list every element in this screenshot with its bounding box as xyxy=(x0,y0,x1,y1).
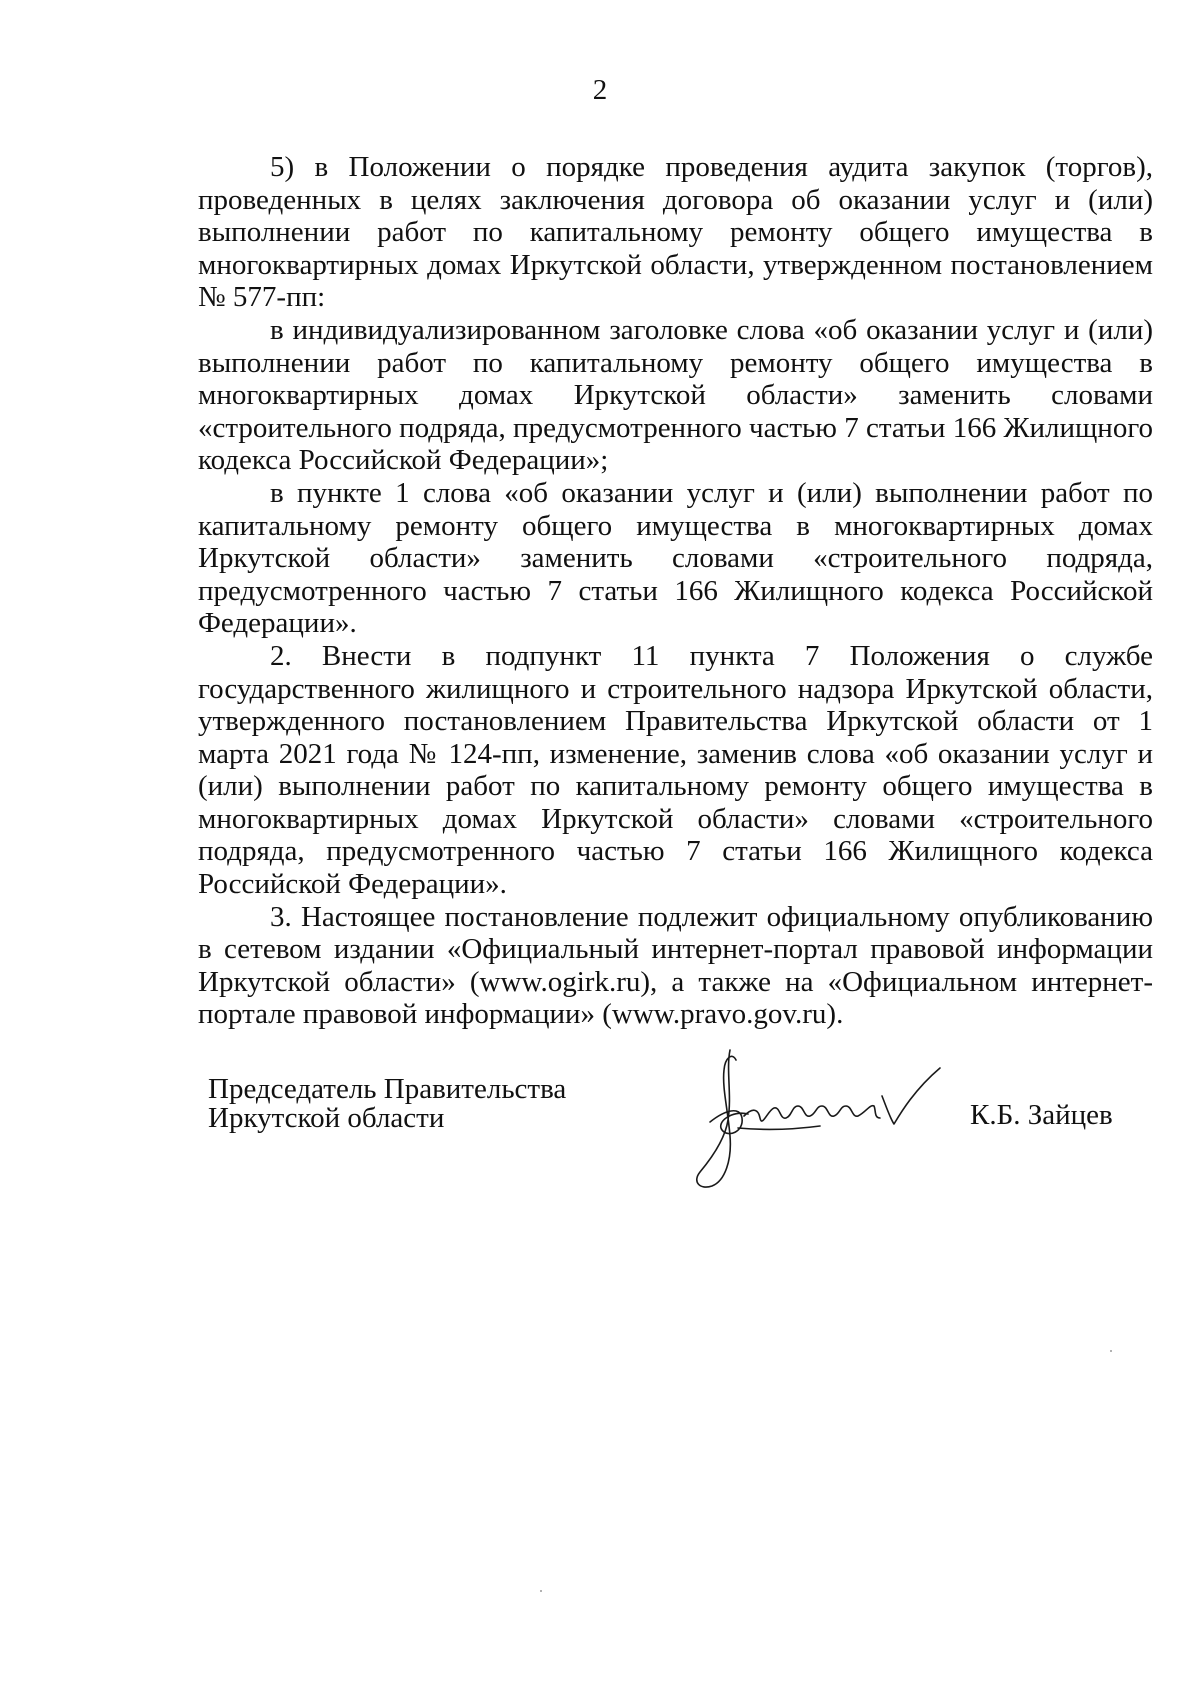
handwritten-signature xyxy=(670,1040,970,1195)
paragraph-item-5: 5) в Положении о порядке проведения аудита закупок (торгов), проведенных в целях заключения договора об оказании услуг и (или) выполнении работ по капитальному ремонту общего имущества в многоквартирных домах Иркутской области, утвержденном постановлением № 577-пп: xyxy=(198,151,1153,314)
signer-title-line2: Иркутской области xyxy=(208,1102,445,1134)
paragraph-section-3: 3. Настоящее постановление подлежит официальному опубликованию в сетевом издании «Официальный интернет-портал правовой информации Иркутской области» (www.ogirk.ru), а также на «Официальном интернет-портале правовой информации» (www.pravo.gov.ru). xyxy=(198,900,1153,1031)
signer-title xyxy=(208,1075,628,1133)
paragraph-title-amendment: в индивидуализированном заголовке слова «об оказании услуг и (или) выполнении работ по капитальному ремонту общего имущества в многоквартирных домах Иркутской области» заменить словами «строительного подряда, предусмотренного частью 7 статьи 166 Жилищного кодекса Российской Федерации»; xyxy=(198,313,1153,477)
signer-name: К.Б. Зайцев xyxy=(970,1099,1113,1131)
paragraph-section-2: 2. Внести в подпункт 11 пункта 7 Положения о службе государственного жилищного и строительного надзора Иркутской области, утвержденного постановлением Правительства Иркутской области от 1 марта 2021 года № 124-пп, изменение, заменив слова «об оказании услуг и (или) выполнении работ по капитальному ремонту общего имущества в многоквартирных домах Иркутской области» словами «строительного подряда, предусмотренного частью 7 статьи 166 Жилищного кодекса Российской Федерации». xyxy=(198,639,1153,901)
signer-title-line1: Председатель Правительства xyxy=(208,1073,567,1105)
scan-artifact-dot xyxy=(540,1590,542,1592)
page-number: 2 xyxy=(592,74,608,106)
document-body xyxy=(198,151,1153,1031)
scan-artifact-dot xyxy=(1110,1350,1112,1352)
paragraph-point-1-amendment: в пункте 1 слова «об оказании услуг и (или) выполнении работ по капитальному ремонту общего имущества в многоквартирных домах Иркутской области» заменить словами «строительного подряда, предусмотренного частью 7 статьи 166 Жилищного кодекса Российской Федерации». xyxy=(198,476,1153,640)
